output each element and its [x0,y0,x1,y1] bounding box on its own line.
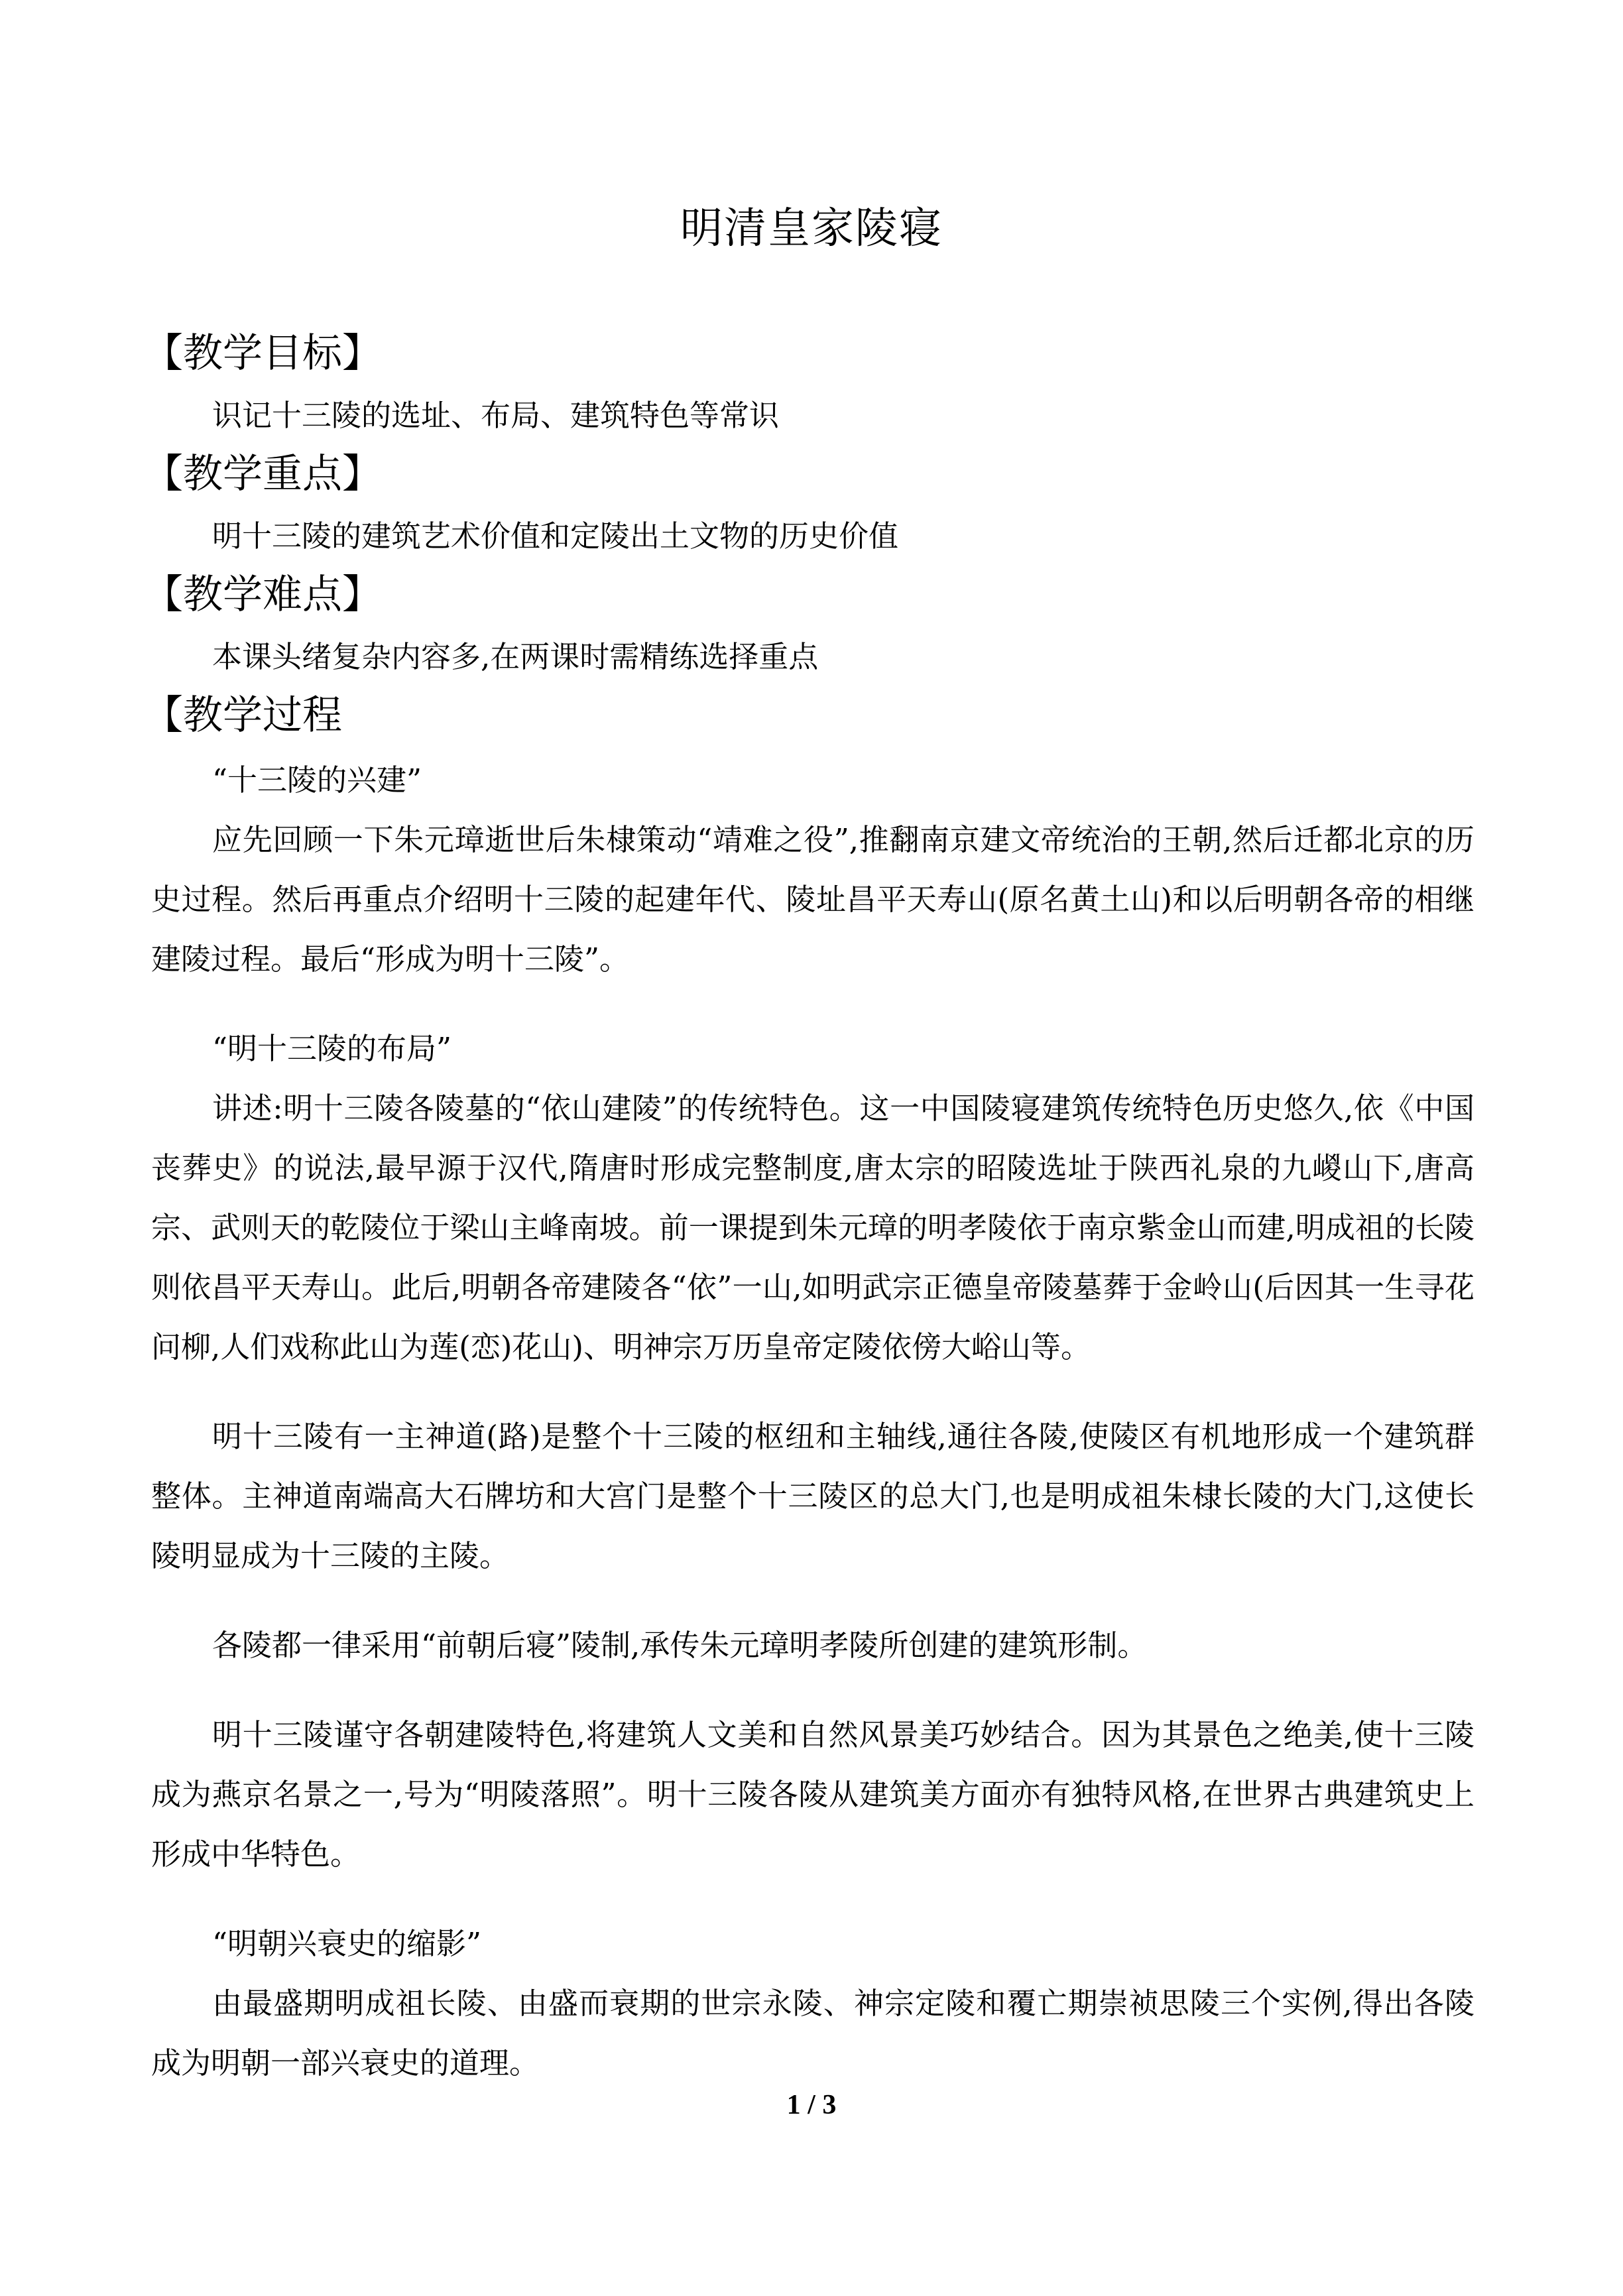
subsection-title: “明十三陵的布局” [212,1031,452,1066]
section-heading: 【教学难点】 [143,572,382,618]
section-key-points [143,446,1474,566]
section-text: 识记十三陵的选址、布局、建筑特色等常识 [212,398,780,433]
paragraph: 由最盛期明成祖长陵、由盛而衰期的世宗永陵、神宗定陵和覆亡期崇祯思陵三个实例,得出各陵成为明朝一部兴衰史的道理。 [151,1986,1474,2081]
section-difficulties [143,566,1474,687]
document-title: 明清皇家陵寝 [680,204,943,253]
page-number: 1 / 3 [786,2090,837,2120]
paragraph: 各陵都一律采用“前朝后寝”陵制,承传朱元璋明孝陵所创建的建筑形制。 [212,1628,1148,1663]
section-heading: 【教学重点】 [143,451,382,497]
paragraph: 讲述:明十三陵各陵墓的“依山建陵”的传统特色。这一中国陵寝建筑传统特色历史悠久,依《中国丧葬史》的说法,最早源于汉代,隋唐时形成完整制度,唐太宗的昭陵选址于陕西礼泉的九嵕山下,唐高宗、武则天的乾陵位于梁山主峰南坡。前一课提到朱元璋的明孝陵依于南京紫金山而建,明成祖的长陵则依昌平天寿山。此后,明朝各帝建陵各“依”一山,如明武宗正德皇帝陵墓葬于金岭山(后因其一生寻花问柳,人们戏称此山为莲(恋)花山)、明神宗万历皇帝定陵依傍大峪山等。 [151,1091,1474,1364]
section-text: 明十三陵的建筑艺术价值和定陵出土文物的历史价值 [212,518,899,554]
paragraph: 应先回顾一下朱元璋逝世后朱棣策动“靖难之役”,推翻南京建文帝统治的王朝,然后迁都北京的历史过程。然后再重点介绍明十三陵的起建年代、陵址昌平天寿山(原名黄土山)和以后明朝各帝的相继建陵过程。最后“形成为明十三陵”。 [151,822,1474,977]
document-body [143,325,1474,2123]
section-objectives [143,325,1474,446]
section-heading: 【教学过程 [143,692,342,739]
subsection-title: “十三陵的兴建” [212,762,422,798]
section-text: 本课头绪复杂内容多,在两课时需精练选择重点 [212,639,819,674]
subsection-title: “明朝兴衰史的缩影” [212,1926,482,1961]
section-heading: 【教学目标】 [143,330,382,377]
paragraph: 明十三陵有一主神道(路)是整个十三陵的枢纽和主轴线,通往各陵,使陵区有机地形成一个建筑群整体。主神道南端高大石牌坊和大宫门是整个十三陵区的总大门,也是明成祖朱棣长陵的大门,这使长陵明显成为十三陵的主陵。 [151,1419,1474,1573]
section-process [143,687,1474,2093]
paragraph: 明十三陵谨守各朝建陵特色,将建筑人文美和自然风景美巧妙结合。因为其景色之绝美,使十三陵成为燕京名景之一,号为“明陵落照”。明十三陵各陵从建筑美方面亦有独特风格,在世界古典建筑史上形成中华特色。 [151,1717,1474,1872]
